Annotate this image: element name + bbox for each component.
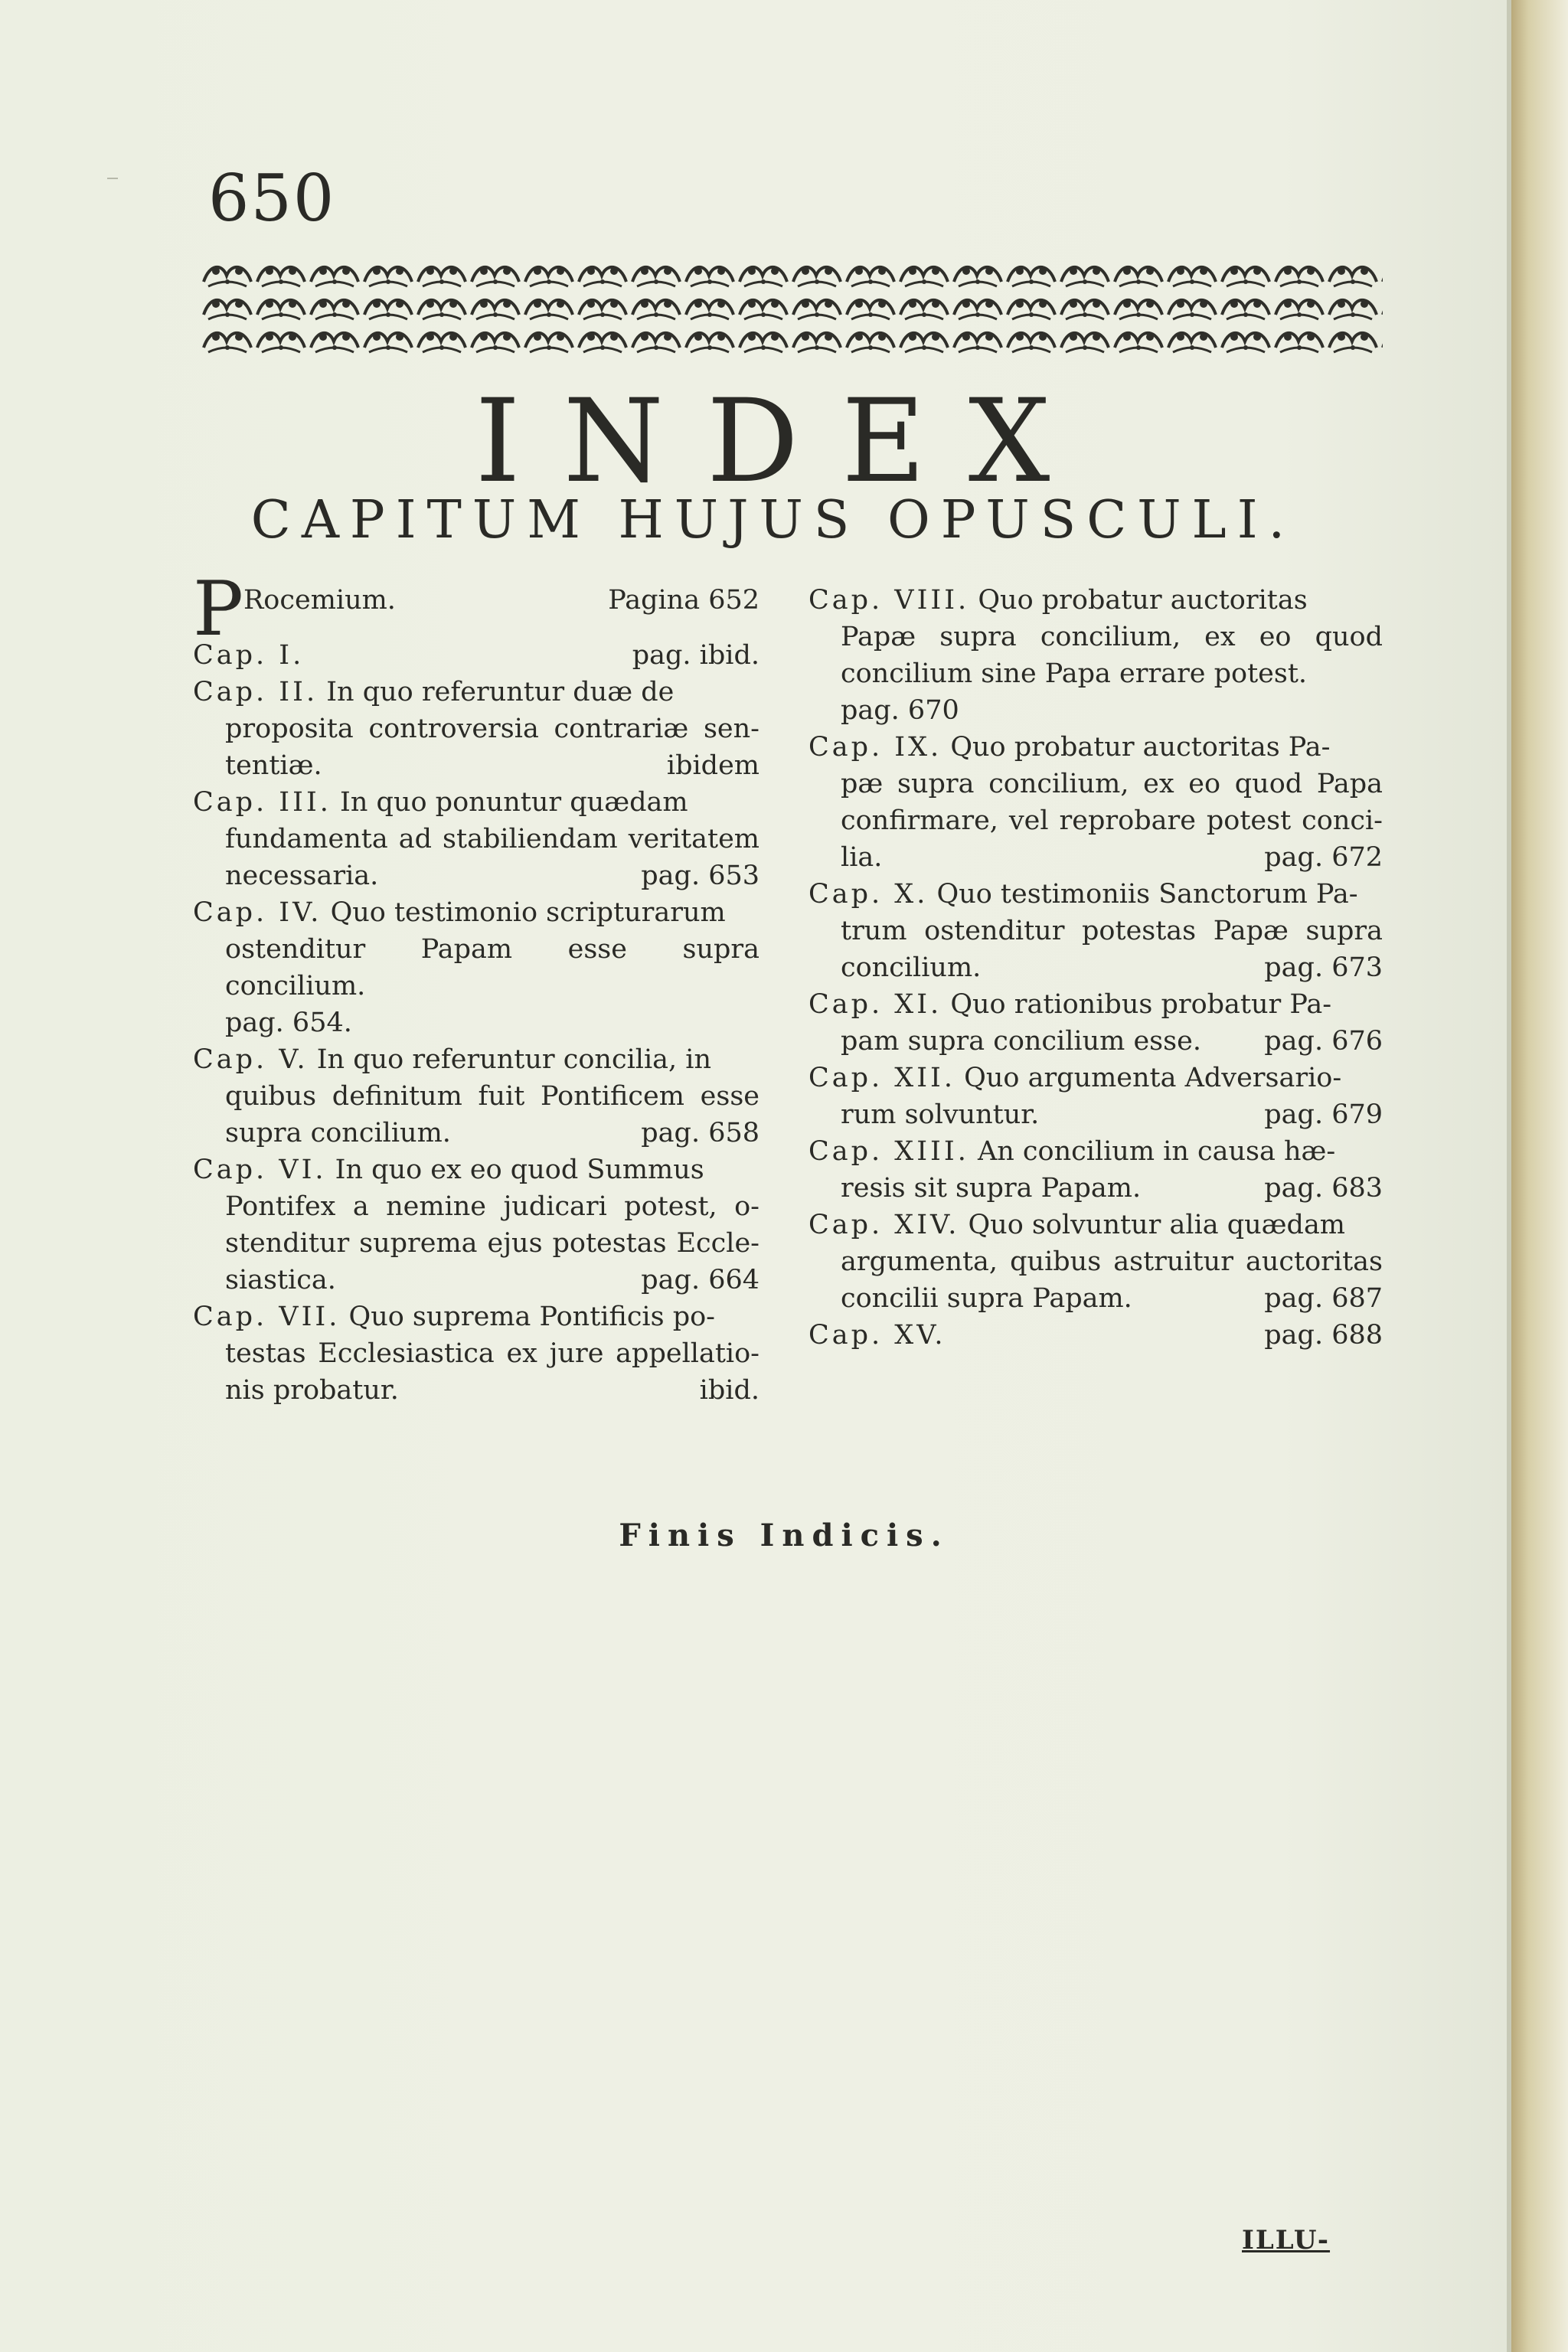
index-entry-cap-14 [808, 1207, 1383, 1317]
entry-body: quibus definitum fuit Pontificem esse supra concilium. [225, 1081, 760, 1148]
entry-page: pag. 658 [641, 1118, 760, 1148]
entry-body: pam supra concilium esse. [841, 1026, 1201, 1057]
finis-indicis: Finis Indicis. [619, 1517, 949, 1553]
index-entry-cap-10 [808, 876, 1383, 986]
entry-page: pag. 672 [1264, 842, 1383, 873]
entry-lead: In quo referuntur duæ de [326, 677, 675, 707]
entry-chapter: Cap. XIII. [808, 1136, 969, 1167]
entry-chapter: Cap. XIV. [808, 1210, 960, 1240]
entry-lead: Quo solvuntur alia quædam [968, 1210, 1345, 1240]
entry-chapter: Cap. IX. [808, 732, 942, 763]
index-entry-cap-6 [193, 1152, 760, 1298]
index-entry-cap-3 [193, 784, 760, 894]
catchword: ILLU- [1242, 2225, 1331, 2256]
left-column [193, 566, 760, 1409]
entry-lead: In quo ponuntur quædam [340, 787, 688, 818]
entry-lead: In quo ex eo quod Summus [335, 1155, 704, 1185]
entry-lead: An concilium in causa hæ- [977, 1136, 1336, 1167]
entry-page: pag. 664 [641, 1265, 760, 1295]
entry-body: Papæ supra concilium, ex eo quod concilium sine Papa errare potest. [841, 622, 1383, 689]
entry-page: pag. 676 [1264, 1026, 1383, 1057]
entry-lead: In quo referuntur concilia, in [316, 1044, 712, 1075]
entry-page: pag. 687 [1264, 1283, 1383, 1314]
drop-cap: P [193, 566, 243, 653]
index-entry-cap-4 [193, 894, 760, 1041]
entry-chapter: Cap. XII. [808, 1063, 956, 1093]
entry-body: trum ostenditur potestas Papæ supra concilium. [841, 916, 1383, 983]
entry-chapter: Cap. III. [193, 787, 332, 818]
index-subtitle: CAPITUM HUJUS OPUSCULI. [250, 490, 1296, 550]
index-entry-cap-5 [193, 1041, 760, 1152]
entry-body: fundamenta ad stabiliendam veritatem necessaria. [225, 824, 760, 891]
entry-body: Pontifex a nemine judicari potest, o-stenditur suprema ejus potestas Eccle-siastica. [225, 1191, 760, 1295]
entry-chapter: Cap. VIII. [808, 585, 970, 616]
entry-lead: Quo rationibus probatur Pa- [950, 989, 1332, 1020]
entry-page: pag. 670 [841, 695, 959, 726]
right-column [808, 582, 1383, 1354]
entry-page: pag. 683 [1264, 1173, 1383, 1204]
entry-page: ibid. [699, 1375, 760, 1406]
entry-chapter: Cap. II. [193, 677, 318, 707]
index-title: INDEX [475, 375, 1093, 508]
entry-lead: Quo probatur auctoritas Pa- [950, 732, 1331, 763]
entry-lead: Quo testimonio scripturarum [330, 897, 726, 928]
entry-page: pag. 654. [225, 1008, 352, 1038]
entry-page: pag. 688 [1264, 1320, 1383, 1351]
index-entry-prooemium [193, 566, 760, 653]
entry-lead: Rocemium. [243, 585, 396, 616]
entry-page: pag. 653 [641, 861, 760, 891]
index-entry-cap-7 [193, 1298, 760, 1409]
index-entry-cap-11 [808, 986, 1383, 1060]
entry-chapter: Cap. XV. [808, 1320, 946, 1351]
entry-chapter: Cap. V. [193, 1044, 309, 1075]
entry-page: pag. 679 [1264, 1099, 1383, 1130]
binding-edge [1511, 0, 1568, 2352]
entry-body: pæ supra concilium, ex eo quod Papa confirmare, vel reprobare potest conci-lia. [841, 769, 1383, 873]
entry-chapter: Cap. VI. [193, 1155, 327, 1185]
index-entry-cap-2 [193, 674, 760, 784]
entry-body: resis sit supra Papam. [841, 1173, 1142, 1204]
ornamental-headpiece [201, 259, 1383, 358]
entry-page: ibidem [666, 750, 760, 781]
entry-chapter: Cap. XI. [808, 989, 942, 1020]
index-entry-cap-12 [808, 1060, 1383, 1133]
entry-body: testas Ecclesiastica ex jure appellatio-nis probatur. [225, 1338, 760, 1406]
entry-body: rum solvuntur. [841, 1099, 1040, 1130]
entry-lead: Quo testimoniis Sanctorum Pa- [936, 879, 1358, 910]
entry-lead: Quo probatur auctoritas [978, 585, 1308, 616]
page-number: 650 [208, 161, 336, 236]
entry-body: proposita controversia contrariæ sen-tentiæ. [225, 714, 760, 781]
entry-lead: Quo argumenta Adversario- [964, 1063, 1342, 1093]
index-entry-cap-15 [808, 1317, 1383, 1354]
entry-page: pag. 673 [1264, 952, 1383, 983]
entry-page: pag. ibid. [632, 640, 760, 671]
index-entry-cap-8 [808, 582, 1383, 729]
entry-chapter: Cap. X. [808, 879, 929, 910]
entry-chapter: Cap. I. [193, 640, 305, 671]
entry-lead: Quo suprema Pontificis po- [348, 1302, 715, 1332]
margin-mark [107, 178, 118, 179]
index-entry-cap-1 [193, 637, 760, 674]
entry-chapter: Cap. IV. [193, 897, 322, 928]
entry-page: Pagina 652 [608, 585, 760, 616]
index-entry-cap-13 [808, 1133, 1383, 1207]
entry-body: ostenditur Papam esse supra concilium. [225, 934, 760, 1001]
entry-body: argumenta, quibus astruitur auctoritas concilii supra Papam. [841, 1246, 1383, 1314]
entry-chapter: Cap. VII. [193, 1302, 341, 1332]
index-entry-cap-9 [808, 729, 1383, 876]
